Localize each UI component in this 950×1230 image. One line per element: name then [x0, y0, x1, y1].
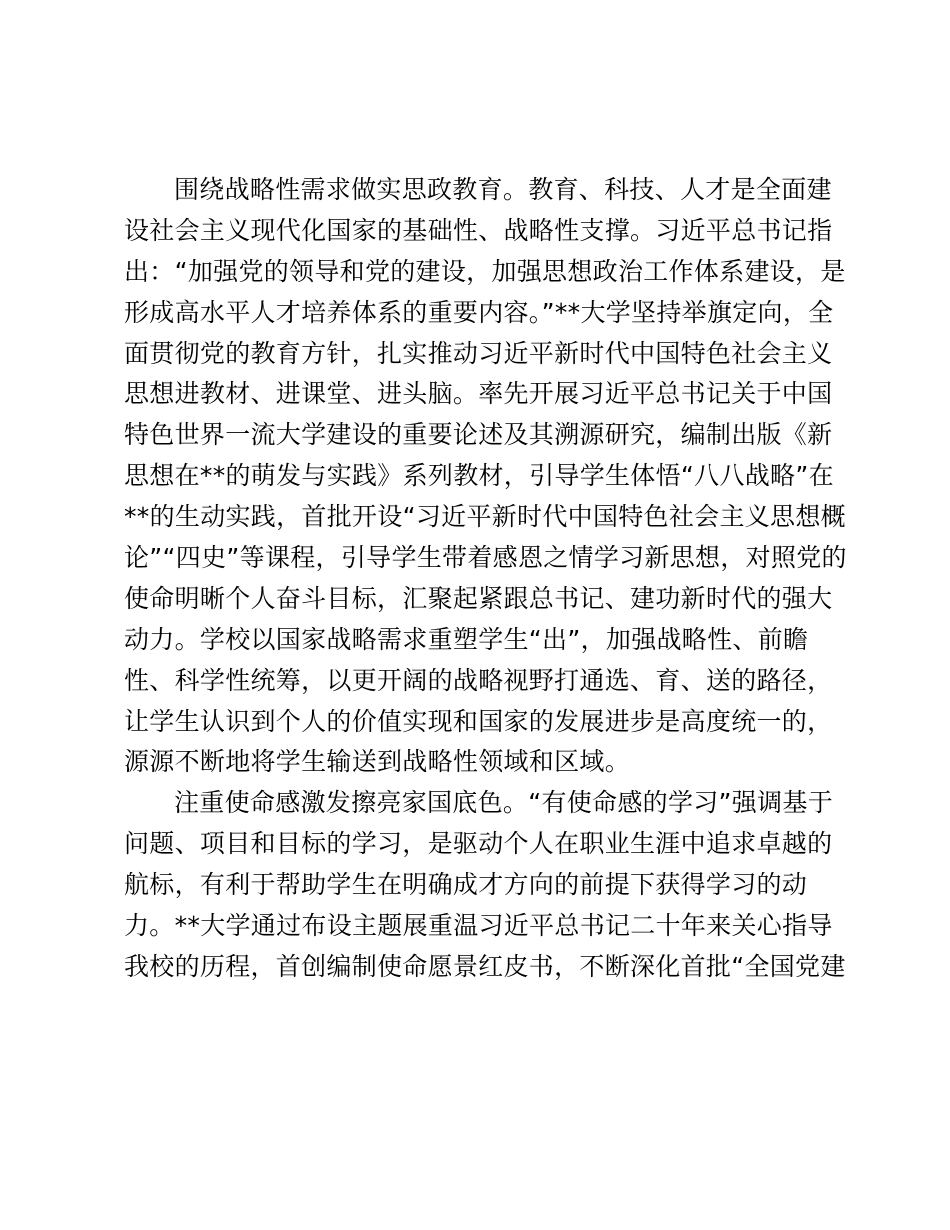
text-line: 注重使命感激发擦亮家国底色。“有使命感的学习”强调基于: [174, 788, 834, 818]
text-line: 思想在**的萌发与实践》系列教材，引导学生体悟“八八战略”在: [124, 461, 834, 491]
text-line: 让学生认识到个人的价值实现和国家的发展进步是高度统一的，: [124, 706, 833, 736]
text-line: 围绕战略性需求做实思政教育。教育、科技、人才是全面建: [174, 175, 832, 204]
text-line: 思想进教材、进课堂、进头脑。率先开展习近平总书记关于中国: [124, 379, 833, 409]
text-line: 问题、项目和目标的学习，是驱动个人在职业生涯中追求卓越的: [124, 829, 833, 859]
text-line: 性、科学性统筹，以更开阔的战略视野打通选、育、送的路径，: [124, 665, 833, 695]
text-line: 源源不断地将学生输送到战略性领域和区域。: [124, 747, 631, 777]
text-line: 航标，有利于帮助学生在明确成才方向的前提下获得学习的动: [124, 870, 808, 900]
paragraph-mission-sense: [124, 783, 846, 987]
text-line: 特色世界一流大学建设的重要论述及其溯源研究，编制出版《新: [124, 420, 833, 450]
text-line: 形成高水平人才培养体系的重要内容。”**大学坚持举旗定向，全: [124, 297, 834, 327]
text-line: 动力。学校以国家战略需求重塑学生“出”，加强战略性、前瞻: [124, 624, 809, 654]
text-line: 设社会主义现代化国家的基础性、战略性支撑。习近平总书记指: [124, 215, 833, 245]
document-body: [124, 170, 847, 988]
text-line: **的生动实践，首批开设“习近平新时代中国特色社会主义思想概: [124, 502, 846, 532]
text-line: 力。**大学通过布设主题展重温习近平总书记二十年来关心指导: [124, 911, 833, 941]
text-line: 面贯彻党的教育方针，扎实推动习近平新时代中国特色社会主义: [124, 338, 833, 368]
text-line: 论”“四史”等课程，引导学生带着感恩之情学习新思想，对照党的: [124, 543, 847, 573]
text-line: 使命明晰个人奋斗目标，汇聚起紧跟总书记、建功新时代的强大: [124, 583, 833, 613]
text-line: 我校的历程，首创编制使命愿景红皮书，不断深化首批“全国党建: [124, 951, 846, 981]
paragraph-strategic-education: [124, 170, 847, 783]
text-line: 出：“加强党的领导和党的建设，加强思想政治工作体系建设，是: [124, 256, 846, 286]
